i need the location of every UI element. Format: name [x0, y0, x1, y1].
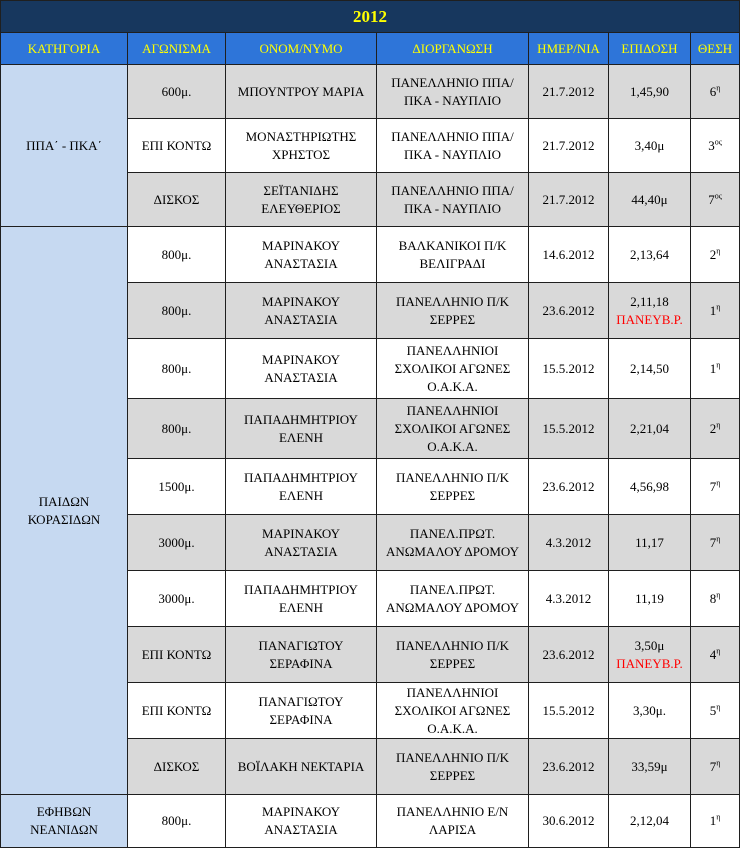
athlete-name-cell: ΜΑΡΙΝΑΚΟΥ ΑΝΑΣΤΑΣΙΑ	[226, 227, 377, 283]
event-cell: ΔΙΣΚΟΣ	[128, 739, 226, 795]
performance-cell	[609, 683, 691, 739]
event-cell: 800μ.	[128, 227, 226, 283]
date-cell: 23.6.2012	[529, 627, 609, 683]
header-row	[1, 33, 740, 65]
position-cell	[691, 739, 740, 795]
event-cell: 600μ.	[128, 65, 226, 119]
category-cell: ΕΦΗΒΩΝ ΝΕΑΝΙΔΩΝ	[1, 795, 128, 848]
position-suffix: η	[716, 702, 721, 712]
date-cell: 15.5.2012	[529, 339, 609, 399]
position-cell	[691, 515, 740, 571]
position-number: 7	[709, 534, 717, 550]
event-cell: 1500μ.	[128, 459, 226, 515]
position-number: 1	[709, 302, 717, 318]
organization-cell: ΠΑΝΕΛ.ΠΡΩΤ. ΑΝΩΜΑΛΟΥ ΔΡΟΜΟΥ	[377, 515, 529, 571]
position-number: 7	[708, 191, 715, 207]
organization-cell: ΠΑΝΕΛΛΗΝΙΟ Ε/Ν ΛΑΡΙΣΑ	[377, 795, 529, 848]
athlete-name-cell: ΠΑΠΑΔΗΜΗΤΡΙΟΥ ΕΛΕΝΗ	[226, 571, 377, 627]
athlete-name-cell: ΜΑΡΙΝΑΚΟΥ ΑΝΑΣΤΑΣΙΑ	[226, 515, 377, 571]
position-suffix: η	[716, 812, 721, 822]
table-row	[1, 227, 740, 283]
position-cell	[691, 571, 740, 627]
performance-value: 1,45,90	[630, 83, 669, 99]
date-cell: 21.7.2012	[529, 173, 609, 227]
table-row	[1, 65, 740, 119]
organization-cell: ΠΑΝΕΛΛΗΝΙΟΙ ΣΧΟΛΙΚΟΙ ΑΓΩΝΕΣ Ο.Α.Κ.Α.	[377, 339, 529, 399]
position-cell	[691, 227, 740, 283]
position-suffix: η	[716, 302, 721, 312]
record-note: ΠΑΝΕΥΒ.Ρ.	[616, 311, 683, 327]
performance-cell	[609, 283, 691, 339]
position-suffix: η	[716, 420, 721, 430]
organization-cell: ΠΑΝΕΛΛΗΝΙΟ Π/Κ ΣΕΡΡΕΣ	[377, 739, 529, 795]
performance-cell	[609, 399, 691, 459]
performance-value: 4,56,98	[630, 478, 669, 494]
performance-cell	[609, 227, 691, 283]
position-cell	[691, 683, 740, 739]
event-cell: ΔΙΣΚΟΣ	[128, 173, 226, 227]
performance-cell	[609, 627, 691, 683]
athlete-name-cell: ΜΟΝΑΣΤΗΡΙΩΤΗΣ ΧΡΗΣΤΟΣ	[226, 119, 377, 173]
performance-value: 3,40μ	[634, 137, 665, 153]
performance-value: 3,50μ	[634, 637, 665, 653]
organization-cell: ΠΑΝΕΛΛΗΝΙΟ Π/Κ ΣΕΡΡΕΣ	[377, 627, 529, 683]
athlete-name-cell: ΠΑΝΑΓΙΩΤΟΥ ΣΕΡΑΦΙΝΑ	[226, 683, 377, 739]
header-date: ΗΜΕΡ/ΝΙΑ	[529, 33, 609, 65]
position-cell	[691, 459, 740, 515]
record-note: ΠΑΝΕΥΒ.Ρ.	[616, 655, 683, 671]
performance-cell	[609, 571, 691, 627]
event-cell: 3000μ.	[128, 571, 226, 627]
organization-cell: ΠΑΝΕΛΛΗΝΙΟ ΠΠΑ/ΠΚΑ - ΝΑΥΠΛΙΟ	[377, 65, 529, 119]
position-cell	[691, 65, 740, 119]
performance-value: 33,59μ	[631, 758, 668, 774]
date-cell: 23.6.2012	[529, 459, 609, 515]
event-cell: 800μ.	[128, 795, 226, 848]
athlete-name-cell: ΠΑΠΑΔΗΜΗΤΡΙΟΥ ΕΛΕΝΗ	[226, 399, 377, 459]
event-cell: 800μ.	[128, 339, 226, 399]
athlete-name-cell: ΠΑΝΑΓΙΩΤΟΥ ΣΕΡΑΦΙΝΑ	[226, 627, 377, 683]
position-suffix: η	[716, 360, 721, 370]
position-number: 1	[709, 360, 717, 376]
event-cell: 800μ.	[128, 399, 226, 459]
organization-cell: ΠΑΝΕΛΛΗΝΙΟ ΠΠΑ/ΠΚΑ - ΝΑΥΠΛΙΟ	[377, 119, 529, 173]
position-number: 7	[709, 478, 717, 494]
performance-value: 11,19	[635, 590, 664, 606]
organization-cell: ΠΑΝΕΛΛΗΝΙΟΙ ΣΧΟΛΙΚΟΙ ΑΓΩΝΕΣ Ο.Α.Κ.Α.	[377, 399, 529, 459]
performance-cell	[609, 173, 691, 227]
date-cell: 15.5.2012	[529, 399, 609, 459]
performance-cell	[609, 119, 691, 173]
organization-cell: ΒΑΛΚΑΝΙΚΟΙ Π/Κ ΒΕΛΙΓΡΑΔΙ	[377, 227, 529, 283]
performance-cell	[609, 459, 691, 515]
event-cell: ΕΠΙ ΚΟΝΤΩ	[128, 119, 226, 173]
performance-value: 44,40μ	[631, 191, 668, 207]
event-cell: 800μ.	[128, 283, 226, 339]
category-cell: ΠΑΙΔΩΝ ΚΟΡΑΣΙΔΩΝ	[1, 227, 128, 795]
position-cell	[691, 283, 740, 339]
date-cell: 23.6.2012	[529, 283, 609, 339]
performance-value: 3,30μ.	[633, 702, 666, 718]
performance-value: 2,14,50	[630, 360, 669, 376]
position-suffix: ος	[714, 191, 722, 201]
date-cell: 23.6.2012	[529, 739, 609, 795]
position-suffix: ος	[714, 137, 722, 147]
organization-cell: ΠΑΝΕΛΛΗΝΙΟ Π/Κ ΣΕΡΡΕΣ	[377, 283, 529, 339]
position-number: 6	[709, 83, 717, 99]
table-title: 2012	[1, 1, 740, 33]
athlete-name-cell: ΜΑΡΙΝΑΚΟΥ ΑΝΑΣΤΑΣΙΑ	[226, 795, 377, 848]
table-row	[1, 795, 740, 848]
date-cell: 15.5.2012	[529, 683, 609, 739]
position-suffix: η	[716, 590, 721, 600]
organization-cell: ΠΑΝΕΛ.ΠΡΩΤ. ΑΝΩΜΑΛΟΥ ΔΡΟΜΟΥ	[377, 571, 529, 627]
position-number: 7	[709, 758, 717, 774]
date-cell: 30.6.2012	[529, 795, 609, 848]
header-organization: ΔΙΟΡΓΑΝΩΣΗ	[377, 33, 529, 65]
position-cell	[691, 119, 740, 173]
header-category: ΚΑΤΗΓΟΡΙΑ	[1, 33, 128, 65]
organization-cell: ΠΑΝΕΛΛΗΝΙΟΙ ΣΧΟΛΙΚΟΙ ΑΓΩΝΕΣ Ο.Α.Κ.Α.	[377, 683, 529, 739]
athlete-name-cell: ΒΟΪΛΑΚΗ ΝΕΚΤΑΡΙΑ	[226, 739, 377, 795]
performance-value: 2,13,64	[630, 246, 669, 262]
organization-cell: ΠΑΝΕΛΛΗΝΙΟ ΠΠΑ/ΠΚΑ - ΝΑΥΠΛΙΟ	[377, 173, 529, 227]
position-number: 4	[709, 646, 717, 662]
performance-cell	[609, 65, 691, 119]
performance-cell	[609, 339, 691, 399]
position-number: 3	[708, 137, 715, 153]
position-cell	[691, 399, 740, 459]
athlete-name-cell: ΜΑΡΙΝΑΚΟΥ ΑΝΑΣΤΑΣΙΑ	[226, 283, 377, 339]
performance-value: 11,17	[635, 534, 664, 550]
header-performance: ΕΠΙΔΟΣΗ	[609, 33, 691, 65]
header-event: ΑΓΩΝΙΣΜΑ	[128, 33, 226, 65]
position-cell	[691, 173, 740, 227]
position-cell	[691, 339, 740, 399]
athlete-name-cell: ΠΑΠΑΔΗΜΗΤΡΙΟΥ ΕΛΕΝΗ	[226, 459, 377, 515]
date-cell: 21.7.2012	[529, 119, 609, 173]
performance-cell	[609, 795, 691, 848]
athlete-name-cell: ΣΕΪΤΑΝΙΔΗΣ ΕΛΕΥΘΕΡΙΟΣ	[226, 173, 377, 227]
position-suffix: η	[716, 758, 721, 768]
position-cell	[691, 795, 740, 848]
event-cell: ΕΠΙ ΚΟΝΤΩ	[128, 627, 226, 683]
organization-cell: ΠΑΝΕΛΛΗΝΙΟ Π/Κ ΣΕΡΡΕΣ	[377, 459, 529, 515]
athlete-name-cell: ΜΑΡΙΝΑΚΟΥ ΑΝΑΣΤΑΣΙΑ	[226, 339, 377, 399]
position-number: 2	[709, 246, 717, 262]
position-suffix: η	[716, 83, 721, 93]
event-cell: ΕΠΙ ΚΟΝΤΩ	[128, 683, 226, 739]
position-suffix: η	[716, 646, 721, 656]
performance-cell	[609, 515, 691, 571]
position-cell	[691, 627, 740, 683]
position-number: 8	[709, 590, 717, 606]
performance-value: 2,12,04	[630, 813, 669, 828]
performance-value: 2,21,04	[630, 420, 669, 436]
header-position: ΘΕΣΗ	[691, 33, 740, 65]
position-suffix: η	[716, 534, 721, 544]
performance-cell	[609, 739, 691, 795]
date-cell: 21.7.2012	[529, 65, 609, 119]
position-suffix: η	[716, 246, 721, 256]
position-number: 5	[709, 702, 717, 718]
header-name: ΟΝΟΜ/ΝΥΜΟ	[226, 33, 377, 65]
date-cell: 4.3.2012	[529, 515, 609, 571]
category-cell: ΠΠΑ΄ - ΠΚΑ΄	[1, 65, 128, 227]
performance-value: 2,11,18	[630, 293, 669, 309]
position-number: 2	[709, 420, 717, 436]
date-cell: 4.3.2012	[529, 571, 609, 627]
position-suffix: η	[716, 478, 721, 488]
position-number: 1	[709, 813, 717, 828]
event-cell: 3000μ.	[128, 515, 226, 571]
date-cell: 14.6.2012	[529, 227, 609, 283]
athlete-name-cell: ΜΠΟΥΝΤΡΟΥ ΜΑΡΙΑ	[226, 65, 377, 119]
